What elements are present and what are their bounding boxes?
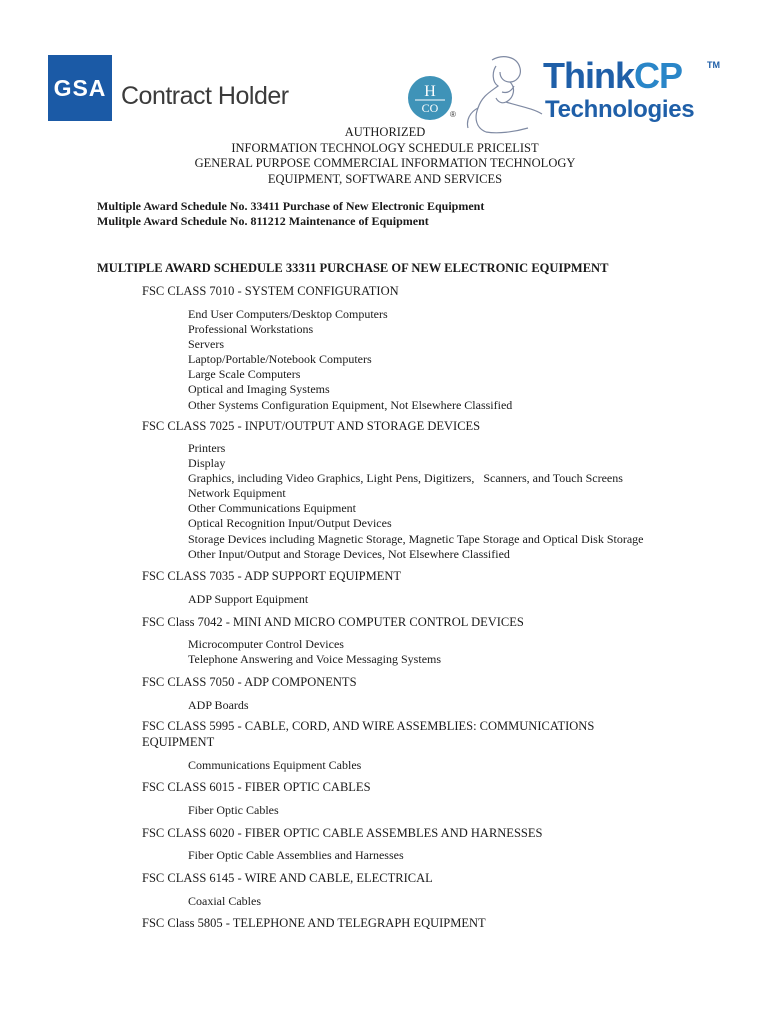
list-item: Communications Equipment Cables	[188, 758, 362, 772]
schedule-811212: Mulitple Award Schedule No. 811212 Maintenance of Equipment	[97, 214, 429, 228]
fsc-6020-items	[188, 848, 404, 863]
fsc-7042-items	[188, 637, 441, 667]
title-line-general-purpose: GENERAL PURPOSE COMMERCIAL INFORMATION TECHNOLOGY	[194, 156, 576, 170]
fsc-class-7050: FSC CLASS 7050 - ADP COMPONENTS	[142, 675, 357, 689]
list-item: Other Input/Output and Storage Devices, Not Elsewhere Classified	[188, 546, 510, 561]
list-item: Other Systems Configuration Equipment, Not Elsewhere Classified	[188, 397, 513, 412]
fsc-7050-items	[188, 698, 249, 713]
fsc-class-5995-continued: EQUIPMENT	[142, 735, 215, 749]
list-item: Optical Recognition Input/Output Devices	[188, 516, 392, 531]
list-item: Fiber Optic Cable Assemblies and Harnesses	[188, 848, 404, 862]
fsc-class-6020: FSC CLASS 6020 - FIBER OPTIC CABLE ASSEMBLES AND HARNESSES	[142, 826, 543, 840]
list-item: Printers	[188, 441, 226, 455]
fsc-class-6015: FSC CLASS 6015 - FIBER OPTIC CABLES	[142, 780, 371, 794]
svg-text:H: H	[424, 83, 436, 100]
schedule-list	[97, 199, 484, 229]
list-item: End User Computers/Desktop Computers	[188, 307, 388, 321]
list-item: Large Scale Computers	[188, 367, 301, 382]
list-item: Coaxial Cables	[188, 894, 261, 908]
fsc-class-7025: FSC CLASS 7025 - INPUT/OUTPUT AND STORAGE DEVICES	[142, 419, 481, 433]
fsc-class-7035: FSC CLASS 7035 - ADP SUPPORT EQUIPMENT	[142, 569, 402, 583]
fsc-6145-items	[188, 894, 261, 909]
thinkcp-technologies-label: Technologies	[545, 96, 695, 123]
gsa-contract-holder-label: Contract Holder	[121, 82, 289, 110]
fsc-class-5805: FSC Class 5805 - TELEPHONE AND TELEGRAPH EQUIPMENT	[142, 916, 486, 930]
title-line-authorized: AUTHORIZED	[344, 125, 426, 139]
title-line-schedule: INFORMATION TECHNOLOGY SCHEDULE PRICELIST	[231, 140, 539, 155]
list-item: Optical and Imaging Systems	[188, 382, 330, 397]
pricelist-title	[0, 125, 770, 187]
list-item: ADP Boards	[188, 698, 249, 712]
list-item: Graphics, including Video Graphics, Light Pens, Digitizers, Scanners, and Touch Screens	[188, 471, 623, 486]
fsc-class-7042: FSC Class 7042 - MINI AND MICRO COMPUTER CONTROL DEVICES	[142, 615, 524, 629]
list-item: Telephone Answering and Voice Messaging Systems	[188, 652, 442, 667]
hco-logo-seal	[407, 75, 453, 121]
gsa-logo	[48, 55, 112, 121]
list-item: Display	[188, 456, 226, 471]
list-item: Other Communications Equipment	[188, 501, 356, 516]
list-item: Laptop/Portable/Notebook Computers	[188, 352, 372, 367]
thinkcp-logo-name	[543, 56, 682, 96]
fsc-7010-items	[188, 307, 512, 413]
list-item: ADP Support Equipment	[188, 592, 309, 606]
fsc-class-7010: FSC CLASS 7010 - SYSTEM CONFIGURATION	[142, 284, 399, 298]
thinkcp-name-think: Think	[543, 55, 634, 96]
title-line-equipment: EQUIPMENT, SOFTWARE AND SERVICES	[267, 171, 503, 186]
list-item: Servers	[188, 337, 224, 352]
list-item: Professional Workstations	[188, 322, 314, 337]
gsa-logo-text: GSA	[53, 74, 107, 101]
fsc-class-6145: FSC CLASS 6145 - WIRE AND CABLE, ELECTRICAL	[142, 871, 433, 885]
list-item: Storage Devices including Magnetic Storage, Magnetic Tape Storage and Optical Disk Storage	[188, 531, 644, 546]
list-item: Fiber Optic Cables	[188, 803, 279, 817]
mas-heading: MULTIPLE AWARD SCHEDULE 33311 PURCHASE OF NEW ELECTRONIC EQUIPMENT	[97, 261, 609, 275]
fsc-6015-items	[188, 803, 279, 818]
fsc-5995-items	[188, 758, 361, 773]
schedule-33411: Multiple Award Schedule No. 33411 Purchase of New Electronic Equipment	[97, 199, 485, 213]
fsc-class-5995: FSC CLASS 5995 - CABLE, CORD, AND WIRE ASSEMBLIES: COMMUNICATIONS	[142, 719, 595, 733]
list-item: Microcomputer Control Devices	[188, 637, 344, 651]
fsc-7025-items	[188, 441, 643, 562]
fsc-7035-items	[188, 592, 308, 607]
thinkcp-trademark: TM	[707, 60, 720, 70]
thinkcp-name-cp: CP	[634, 55, 683, 96]
hco-registered-mark: ®	[450, 110, 456, 119]
list-item: Network Equipment	[188, 486, 286, 501]
svg-text:CO: CO	[421, 101, 439, 115]
